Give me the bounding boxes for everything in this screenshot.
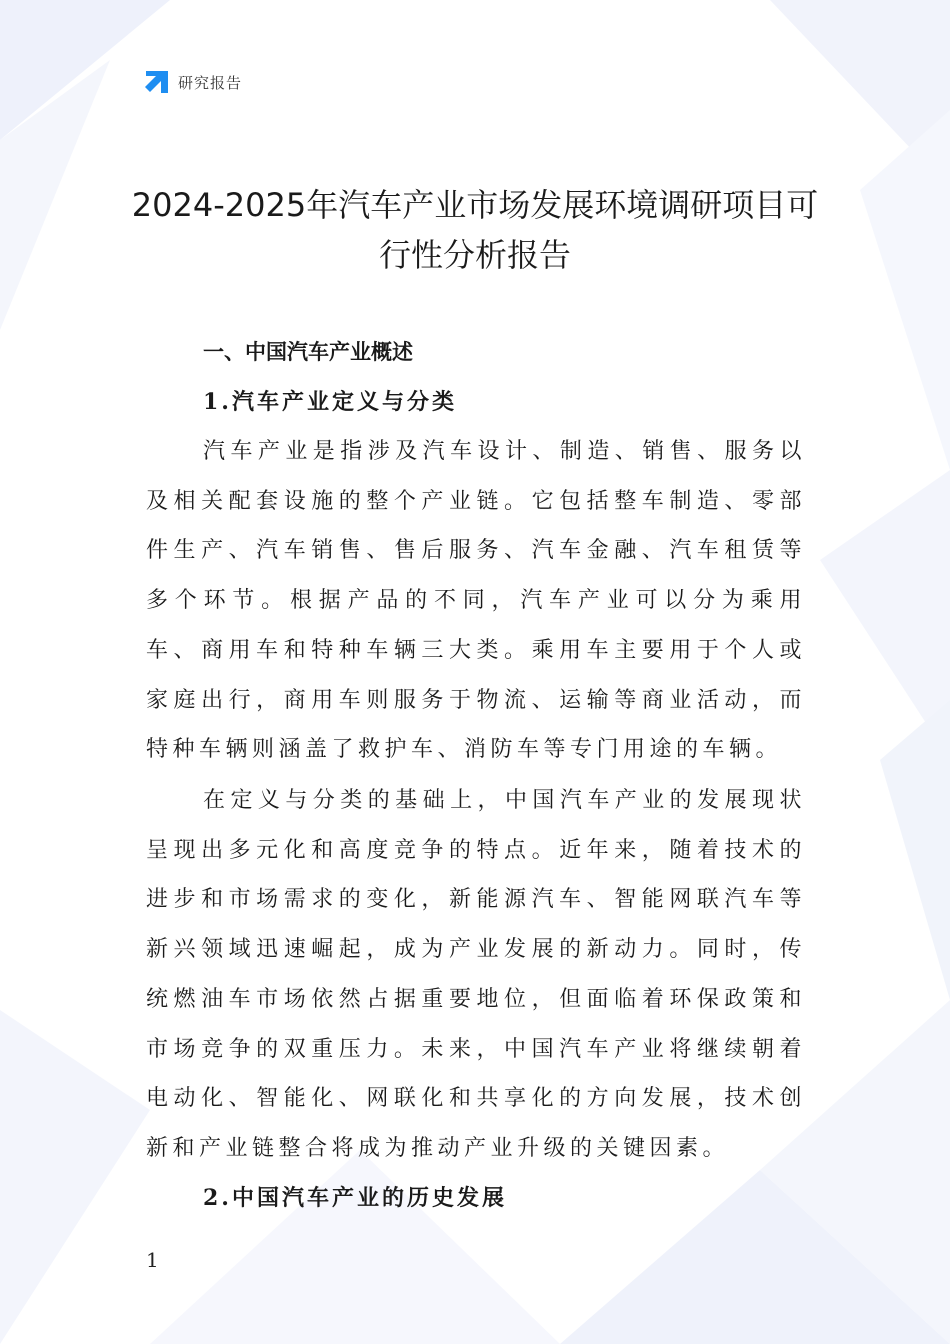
body-paragraph: 在定义与分类的基础上，中国汽车产业的发展现状呈现出多元化和高度竞争的特点。近年来，随着技术的进步和市场需求的变化，新能源汽车、智能网联汽车等新兴领域迅速崛起，成为产业发展的新动力。同时，传统燃油车市场依然占据重要地位，但面临着环保政策和市场竞争的双重压力。未来，中国汽车产业将继续朝着电动化、智能化、网联化和共享化的方向发展，技术创新和产业链整合将成为推动产业升级的关键因素。 (146, 788, 806, 1161)
body-paragraph: 汽车产业是指涉及汽车设计、制造、销售、服务以及相关配套设施的整个产业链。它包括整车制造、零部件生产、汽车销售、售后服务、汽车金融、汽车租赁等多个环节。根据产品的不同，汽车产业可以分为乘用车、商用车和特种车辆三大类。乘用车主要用于个人或家庭出行，商用车则服务于物流、运输等商业活动，而特种车辆则涵盖了救护车、消防车等专门用途的车辆。 (146, 439, 806, 763)
page-title: 2024-2025年汽车产业市场发展环境调研项目可行性分析报告 (131, 186, 819, 274)
header-label: 研究报告 (178, 73, 243, 92)
header (144, 68, 242, 96)
subsection-heading: 1.汽车产业定义与分类 (203, 389, 457, 415)
section-heading: 一、中国汽车产业概述 (203, 340, 413, 364)
page-number: 1 (146, 1248, 159, 1272)
subsection-heading: 2.中国汽车产业的历史发展 (203, 1185, 507, 1211)
arrow-up-right-icon (144, 69, 170, 95)
